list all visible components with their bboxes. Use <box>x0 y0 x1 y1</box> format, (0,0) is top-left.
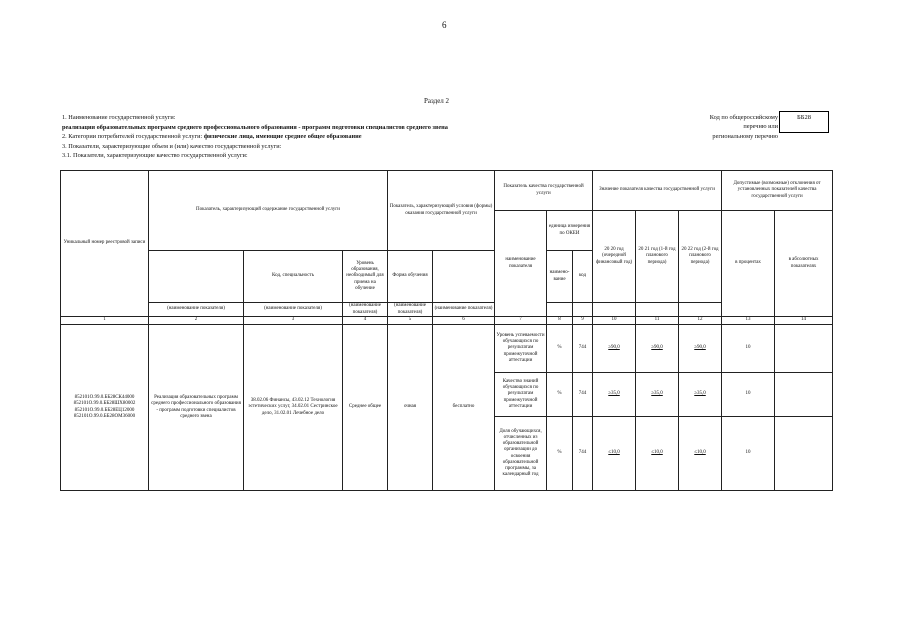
line-1-value: реализация образовательных программ среднего профессионального образования - программ подготовки специалистов среднего звена <box>62 123 448 131</box>
registry-numbers: 852101О.99.0.ББ28СК44000 852101О.99.0.ББ28ШХ80002 852101О.99.0.ББ28ЕЦ12000 852101О.99.0.ББ28ОМ36000 <box>61 325 149 491</box>
header-unit: единица измерения по ОКЕИ <box>547 211 593 251</box>
indicator-unit: % <box>547 325 573 373</box>
section-title: Раздел 2 <box>424 97 450 105</box>
indicator-value-1: ≥90,0 <box>593 325 636 373</box>
page-number: 6 <box>442 20 447 30</box>
code-label-3: региональному перечню <box>712 132 778 140</box>
ind-name-1: (наименование показателя) <box>149 303 244 317</box>
indicator-unit: % <box>547 417 573 491</box>
header-edu-level: Уровень образования, необходимый для приема на обучение <box>343 251 388 303</box>
col-number: 12 <box>679 317 722 325</box>
indicator-absolute <box>775 325 833 373</box>
line-2 <box>62 132 702 142</box>
content-description: Реализация образовательных программ среднего профессионального образования - программ подготовки специалистов среднего звена <box>149 325 244 491</box>
quality-table <box>60 170 833 491</box>
col-number: 14 <box>775 317 833 325</box>
code-label <box>640 113 778 141</box>
header-absolute: в абсолютных показателях <box>775 211 833 317</box>
col-number: 4 <box>343 317 388 325</box>
ind-name-5: (наименование показателя) <box>433 303 495 317</box>
table-row <box>61 325 833 373</box>
indicator-value-2: ≤10,0 <box>636 417 679 491</box>
col-number: 2 <box>149 317 244 325</box>
line-3-1: 3.1. Показатели, характеризующие качество государственной услуги: <box>62 152 248 160</box>
col-number: 10 <box>593 317 636 325</box>
indicator-code: 744 <box>573 417 593 491</box>
indicator-value-3: ≥90,0 <box>679 325 722 373</box>
indicator-absolute <box>775 373 833 417</box>
col-number: 9 <box>573 317 593 325</box>
indicator-name: Качество знаний обучающихся по результатам промежуточной аттестации <box>495 373 547 417</box>
ind-name-3: (наименование показателя) <box>343 303 388 317</box>
line-3: 3. Показатели, характеризующие объем и (или) качество государственной услуги: <box>62 142 282 150</box>
study-form: очная <box>388 325 433 491</box>
indicator-value-2: ≥35,0 <box>636 373 679 417</box>
specialty-codes: 38.02.06 Финансы, 43.02.12 Технология эстетических услуг, 34.02.01 Сестринское дело, 31.02.01 Лечебное дело <box>244 325 343 491</box>
indicator-absolute <box>775 417 833 491</box>
cost-type: бесплатно <box>433 325 495 491</box>
code-label-2: перечню или <box>743 123 778 131</box>
col-number: 3 <box>244 317 343 325</box>
education-level: Среднее общее <box>343 325 388 491</box>
header-empty-2 <box>433 251 495 303</box>
column-numbers-row <box>61 317 833 325</box>
year-blank-2 <box>636 303 679 317</box>
indicator-name: Уровень успеваемости обучающихся по результатам промежуточной аттестации <box>495 325 547 373</box>
unit-blank-2 <box>573 303 593 317</box>
header-unit-name: наимено-вание <box>547 251 573 303</box>
line-2-value: физические лица, имеющие среднее общее образование <box>203 133 362 141</box>
header-empty-1 <box>149 251 244 303</box>
indicator-percent: 10 <box>722 373 775 417</box>
line-2-label: 2. Категории потребителей государственной услуги: <box>62 133 204 141</box>
code-box: ББ28 <box>779 111 829 133</box>
header-year-2: 20 21 год (1-й год планового периода) <box>636 211 679 303</box>
indicator-name: Доля обучающихся, отчисленных из образовательной организации до освоения образовательной программы, за календарный год <box>495 417 547 491</box>
header-conditions: Показатель, характеризующий условия (формы) оказания государственной услуги <box>388 171 495 251</box>
col-number: 6 <box>433 317 495 325</box>
indicator-percent: 10 <box>722 325 775 373</box>
code-label-1: Код по общероссийскому <box>709 114 778 121</box>
line-1: 1. Наименование государственной услуги: <box>62 114 176 121</box>
header-year-1: 20 20 год (очередной финансовый год) <box>593 211 636 303</box>
unit-blank-1 <box>547 303 573 317</box>
header-quality: Показатель качества государственной услуги <box>495 171 593 211</box>
header-percent: в процентах <box>722 211 775 317</box>
indicator-code: 744 <box>573 373 593 417</box>
header-form: Форма обучения <box>388 251 433 303</box>
col-number: 11 <box>636 317 679 325</box>
header-code-spec: Код, специальность <box>244 251 343 303</box>
indicator-unit: % <box>547 373 573 417</box>
header-indicator-name: наименование показателя <box>495 211 547 317</box>
col-number: 1 <box>61 317 149 325</box>
col-number: 7 <box>495 317 547 325</box>
year-blank-1 <box>593 303 636 317</box>
header-unique: Уникальный номер реестровой записи <box>61 171 149 317</box>
header-content: Показатель, характеризующий содержание государственной услуги <box>149 171 388 251</box>
header-values: Значение показателя качества государственной услуги <box>593 171 722 211</box>
indicator-value-3: ≥35,0 <box>679 373 722 417</box>
col-number: 8 <box>547 317 573 325</box>
header-year-3: 20 22 год (2-й год планового периода) <box>679 211 722 303</box>
indicator-percent: 10 <box>722 417 775 491</box>
year-blank-3 <box>679 303 722 317</box>
indicator-value-3: ≤10,0 <box>679 417 722 491</box>
col-number: 13 <box>722 317 775 325</box>
ind-name-2: (наименование показателя) <box>244 303 343 317</box>
indicator-value-1: ≥35,0 <box>593 373 636 417</box>
indicator-code: 744 <box>573 325 593 373</box>
header-unit-code: код <box>573 251 593 303</box>
header-deviation: Допустимые (возможные) отклонения от установленных показателей качества государственной услуги <box>722 171 833 211</box>
ind-name-4: (наименование показателя) <box>388 303 433 317</box>
indicator-value-2: ≥90,0 <box>636 325 679 373</box>
indicator-value-1: ≤10,0 <box>593 417 636 491</box>
service-description <box>62 113 702 161</box>
col-number: 5 <box>388 317 433 325</box>
